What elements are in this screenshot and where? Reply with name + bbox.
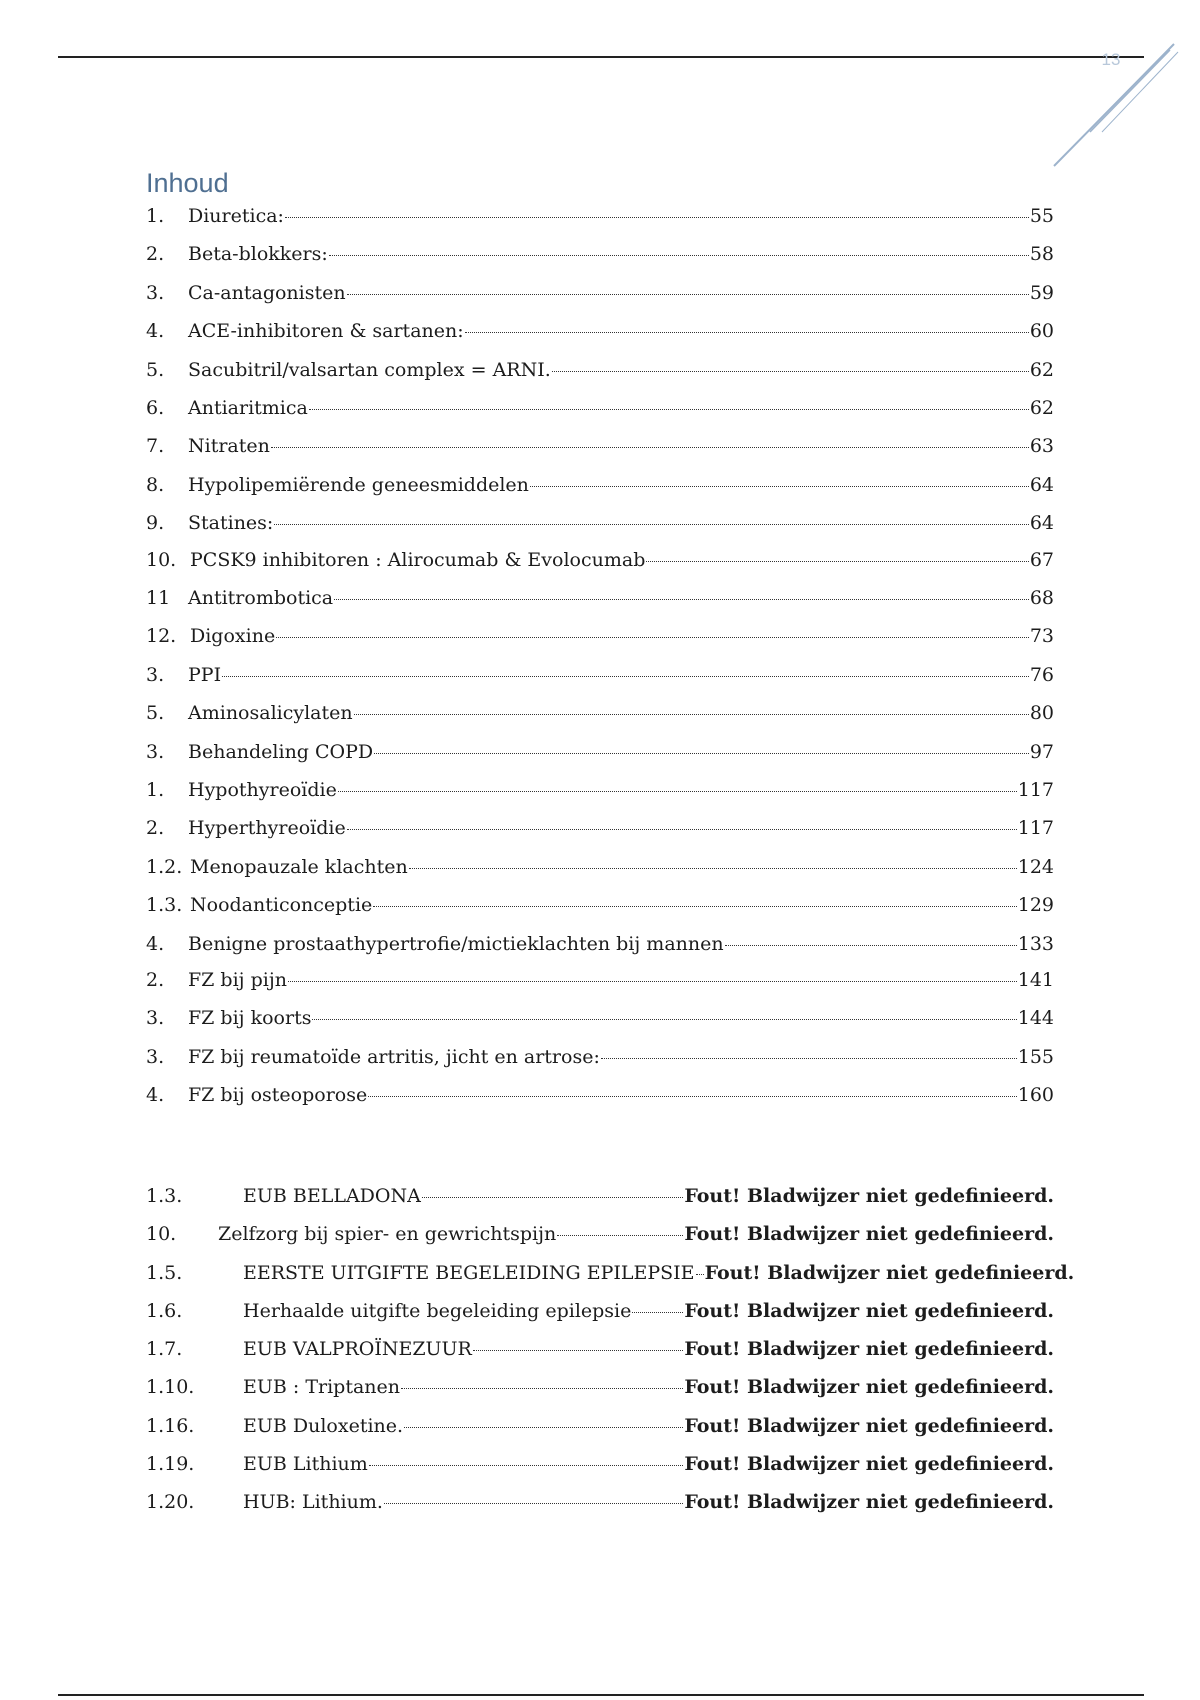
dot-leader [271,447,1029,448]
toc-entry[interactable] [146,435,1054,473]
toc-entry-label: Zelfzorg bij spier- en gewrichtspijn [218,1223,557,1246]
toc-entry[interactable] [146,397,1054,435]
toc-entry-page: 160 [1017,1084,1054,1107]
bookmark-error: Fout! Bladwijzer niet gedefinieerd. [684,1414,1054,1437]
dot-leader [285,217,1029,218]
toc-entry-page: 76 [1029,663,1054,686]
toc-entry[interactable] [146,856,1054,894]
toc-entry[interactable] [146,817,1054,855]
dot-leader [347,294,1029,295]
toc-entry-label: EUB Lithium [243,1453,368,1476]
toc-entry-number: 2. [146,243,165,266]
toc-entry-label: Antitrombotica [188,587,334,610]
toc-entry-label: EUB : Triptanen [243,1376,401,1399]
toc-entry-label: Aminosalicylaten [188,702,353,725]
dot-leader [696,1274,704,1275]
toc-entry-label: Sacubitril/valsartan complex = ARNI. [188,358,551,381]
toc-list [146,205,1054,1123]
toc-entry-label: Diuretica: [188,205,284,227]
toc-entry-page: 97 [1029,740,1054,763]
toc-entry-label: Herhaalde uitgifte begeleiding epilepsie [243,1299,632,1322]
toc-entry-page: 68 [1029,587,1054,610]
toc-entry-number: 3. [146,1045,165,1068]
footer-rule [58,1694,1144,1696]
toc-entry-page: 63 [1029,435,1054,458]
toc-entry-label: ACE-inhibitoren & sartanen: [188,320,464,343]
toc-entry-number: 1.3. [146,894,183,917]
toc-entry-label: Digoxine [190,625,276,648]
broken-toc-entry[interactable] [146,1491,1054,1529]
toc-entry-number: 1.10. [146,1376,195,1399]
bookmark-error: Fout! Bladwijzer niet gedefinieerd. [684,1491,1054,1514]
dot-leader [401,1388,683,1389]
toc-entry-number: 1.16. [146,1414,195,1437]
toc-entry-number: 4. [146,932,165,955]
toc-entry-label: HUB: Lithium. [243,1491,383,1514]
toc-entry-number: 7. [146,435,165,458]
toc-entry-number: 4. [146,1084,165,1107]
toc-entry-label: Hypolipemiërende geneesmiddelen [188,473,529,496]
toc-entry[interactable] [146,587,1054,625]
toc-entry-number: 2. [146,969,165,992]
dot-leader [373,906,1016,907]
toc-entry-number: 3. [146,663,165,686]
dot-leader [404,1427,683,1428]
toc-entry-label: Benigne prostaathypertrofie/mictieklachten bij mannen [188,932,724,955]
broken-toc-entry[interactable] [146,1376,1054,1414]
dot-leader [222,676,1029,677]
toc-entry-label: FZ bij osteoporose [188,1084,368,1107]
toc-entry-number: 5. [146,358,165,381]
dot-leader [334,599,1029,600]
broken-toc-entry[interactable] [146,1223,1054,1261]
bookmark-error: Fout! Bladwijzer niet gedefinieerd. [684,1223,1054,1246]
dot-leader [374,753,1029,754]
dot-leader [369,1465,684,1466]
toc-entry[interactable] [146,779,1054,817]
toc-entry-label: EERSTE UITGIFTE BEGELEIDING EPILEPSIE [243,1261,695,1284]
toc-entry-number: 3. [146,1007,165,1030]
toc-entry-number: 1.5. [146,1261,183,1284]
toc-entry-page: 67 [1029,548,1054,571]
dot-leader [530,486,1029,487]
broken-toc-entry[interactable] [146,1300,1054,1338]
toc-entry-page: 117 [1017,778,1054,801]
toc-entry-page: 64 [1029,473,1054,496]
toc-entry-label: EUB VALPROÏNEZUUR [243,1338,472,1361]
toc-entry-label: FZ bij koorts [188,1007,312,1030]
toc-entry[interactable] [146,205,1054,243]
dot-leader [368,1096,1017,1097]
toc-entry[interactable] [146,1046,1054,1084]
toc-entry-number: 1.3. [146,1185,183,1207]
corner-decoration [1040,40,1180,170]
toc-entry-page: 60 [1029,320,1054,343]
broken-toc-entry[interactable] [146,1261,1075,1300]
toc-entry-number: 12. [146,625,177,648]
toc-entry-number: 1.2. [146,855,183,878]
toc-entry-page: 62 [1029,396,1054,419]
toc-entry-number: 6. [146,396,165,419]
dot-leader [329,255,1029,256]
toc-entry-number: 5. [146,702,165,725]
toc-entry-number: 1. [146,778,165,801]
toc-entry-page: 155 [1017,1045,1054,1068]
toc-entry-page: 55 [1029,205,1054,227]
toc-entry-number: 4. [146,320,165,343]
toc-entry-number: 1.19. [146,1453,195,1476]
toc-entry-label: Behandeling COPD [188,740,374,763]
broken-toc-entry[interactable] [146,1415,1054,1453]
dot-leader [338,791,1017,792]
toc-entry[interactable] [146,894,1054,932]
dot-leader [354,714,1029,715]
dot-leader [347,829,1017,830]
toc-entry[interactable] [146,741,1054,779]
toc-entry-label: Beta-blokkers: [188,243,328,266]
toc-entry-number: 1. [146,205,165,227]
toc-entry-page: 117 [1017,817,1054,840]
bookmark-error: Fout! Bladwijzer niet gedefinieerd. [684,1299,1054,1322]
toc-entry-number: 1.7. [146,1338,183,1361]
toc-entry-number: 3. [146,281,165,304]
toc-entry-label: Menopauzale klachten [190,855,408,878]
dot-leader [632,1312,683,1313]
dot-leader [274,524,1028,525]
toc-entry[interactable] [146,664,1054,702]
bookmark-error: Fout! Bladwijzer niet gedefinieerd. [684,1338,1054,1361]
broken-toc-entry[interactable] [146,1185,1054,1223]
toc-entry-page: 62 [1029,358,1054,381]
toc-entry-page: 64 [1029,512,1054,535]
toc-entry-label: Noodanticonceptie [190,894,373,917]
toc-entry[interactable] [146,474,1054,512]
bookmark-error: Fout! Bladwijzer niet gedefinieerd. [684,1376,1054,1399]
toc-entry-label: PPI [188,663,222,686]
toc-entry-label: Hypothyreoïdie [188,778,337,801]
dot-leader [725,945,1017,946]
toc-entry[interactable] [146,243,1054,281]
dot-leader [473,1350,683,1351]
toc-entry[interactable] [146,549,1054,587]
toc-entry[interactable] [146,969,1054,1007]
toc-entry-label: FZ bij reumatoïde artritis, jicht en artrose: [188,1045,600,1068]
dot-leader [552,371,1029,372]
toc-entry-label: Statines: [188,512,274,535]
dot-leader [312,1019,1016,1020]
toc-entry-number: 9. [146,512,165,535]
toc-entry-page: 141 [1017,969,1054,992]
broken-toc-list [146,1185,1075,1530]
bookmark-error: Fout! Bladwijzer niet gedefinieerd. [684,1453,1054,1476]
toc-entry[interactable] [146,512,1054,549]
dot-leader [465,332,1029,333]
dot-leader [309,409,1029,410]
toc-entry-number: 8. [146,473,165,496]
toc-entry-page: 129 [1017,894,1054,917]
toc-entry-label: Nitraten [188,435,270,458]
toc-entry-number: 3. [146,740,165,763]
toc-entry-label: PCSK9 inhibitoren : Alirocumab & Evolocumab [190,548,646,571]
dot-leader [601,1058,1017,1059]
toc-entry-page: 144 [1017,1007,1054,1030]
toc-entry[interactable] [146,1084,1054,1122]
toc-entry-label: Antiaritmica [188,396,308,419]
broken-toc-entry[interactable] [146,1453,1054,1491]
toc-entry[interactable] [146,282,1054,320]
toc-entry-number: 10. [146,1223,177,1246]
toc-entry-label: Hyperthyreoïdie [188,817,346,840]
toc-entry[interactable] [146,933,1054,970]
toc-entry[interactable] [146,320,1054,358]
dot-leader [646,561,1028,562]
toc-entry-number: 1.6. [146,1299,183,1322]
dot-leader [409,868,1017,869]
page-number: 13 [1101,50,1121,69]
toc-entry-label: Ca-antagonisten [188,281,346,304]
broken-toc-entry[interactable] [146,1338,1054,1376]
toc-entry-label: EUB BELLADONA [243,1185,421,1207]
toc-entry-number: 11 [146,587,171,610]
toc-entry-label: FZ bij pijn [188,969,287,992]
toc-entry-page: 133 [1017,932,1054,955]
dot-leader [288,981,1017,982]
toc-entry-page: 124 [1017,855,1054,878]
dot-leader [384,1503,683,1504]
toc-entry-label: EUB Duloxetine. [243,1414,404,1437]
toc-entry-page: 80 [1029,702,1054,725]
toc-entry[interactable] [146,1007,1054,1045]
bookmark-error: Fout! Bladwijzer niet gedefinieerd. [684,1185,1054,1207]
header-rule [58,56,1144,58]
toc-entry-page: 59 [1029,281,1054,304]
toc-entry-page: 58 [1029,243,1054,266]
dot-leader [557,1235,683,1236]
toc-entry-number: 2. [146,817,165,840]
toc-entry[interactable] [146,359,1054,397]
toc-entry-page: 73 [1029,625,1054,648]
toc-entry-number: 1.20. [146,1491,195,1514]
toc-title: Inhoud [146,168,229,198]
toc-entry[interactable] [146,702,1054,740]
dot-leader [276,637,1029,638]
dot-leader [422,1197,683,1198]
bookmark-error: Fout! Bladwijzer niet gedefinieerd. [704,1261,1075,1284]
toc-entry[interactable] [146,625,1054,663]
toc-entry-number: 10. [146,548,177,571]
